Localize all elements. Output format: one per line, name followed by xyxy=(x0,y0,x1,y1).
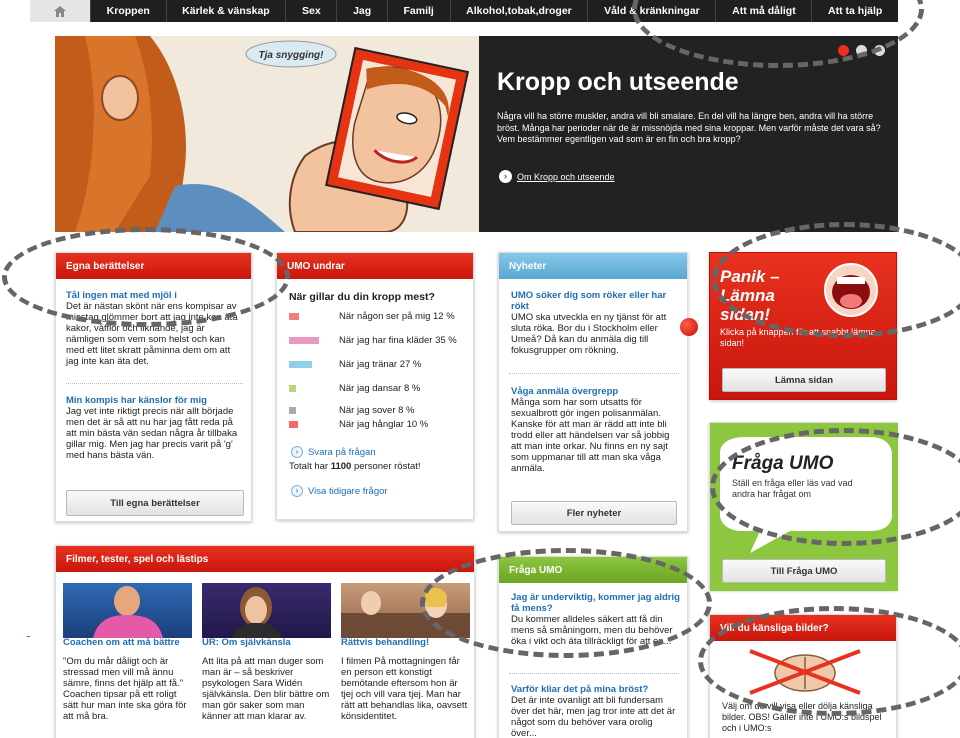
hero-title: Kropp och utseende xyxy=(497,68,739,96)
hero-banner xyxy=(55,36,898,232)
stories-header: Egna berättelser xyxy=(56,253,251,279)
hero-illustration xyxy=(55,36,479,232)
mirror-illustration xyxy=(55,36,479,232)
leave-site-button[interactable]: Lämna sidan xyxy=(722,368,886,392)
poll-bar xyxy=(289,385,296,392)
screaming-mouth-icon xyxy=(822,261,880,319)
red-mark xyxy=(27,636,30,637)
nav-item-kroppen[interactable]: Kroppen xyxy=(90,0,166,22)
main-navigation xyxy=(30,0,898,22)
home-icon xyxy=(54,6,66,17)
carousel-dot-1[interactable] xyxy=(838,45,849,56)
news-text: Många som har som utsatts för sexualbrott gör ingen polisanmälan. Kanske för att man är rädd att inte bli trodd eller att händelsen var så jobbig att man inte orkar. Nu finns en ny sajt som uppmanar till att man ska våga anmäla. xyxy=(511,397,670,474)
news-header: Nyheter xyxy=(499,253,687,279)
poll-question: När gillar du din kropp mest? xyxy=(289,291,435,303)
poll-option-text: När jag dansar 8 % xyxy=(339,383,421,394)
media-title[interactable]: UR: Om självkänsla xyxy=(202,637,291,648)
divider xyxy=(509,673,679,674)
poll-total xyxy=(289,461,421,472)
news-text: UMO ska utveckla en ny tjänst för att sluta röka. Bor du i Stockholm eller Umeå? Då kan du anmäla dig till fokusgrupper om rökning. xyxy=(511,312,667,356)
arrow-right-icon: › xyxy=(499,170,512,183)
hero-link[interactable] xyxy=(499,170,615,183)
poll-panel xyxy=(276,252,474,520)
censored-image-icon xyxy=(730,647,880,695)
story-title[interactable]: Tål ingen mat med mjöl i xyxy=(66,290,177,301)
media-text: "Om du mår dåligt och är stressad men vill må ännu sämre, finns det hjälp att få." Coachen tipsar på ett roligt sätt hur man inte ska göra för att må bra. xyxy=(63,656,187,722)
hero-description: Några vill ha större muskler, andra vill bli smalare. En del vill ha längre ben, andra vill ha större bröst. Många har perioder när de är missnöjda med sina kroppar. Men varför måste det vara så? Vem bestämmer egentligen vad som är en fin och bra kropp? xyxy=(497,111,881,144)
ask-umo-panel xyxy=(709,422,897,590)
media-text: Att lita på att man duger som man är – så beskriver psykologen Sara Widén självkänsla. Den blir bättre om man gör saker som man känner att man klarar av. xyxy=(202,656,330,722)
news-title[interactable]: UMO söker dig som röker eller har rökt xyxy=(511,290,667,312)
ask-umo-title: Fråga UMO xyxy=(732,453,834,474)
more-news-button[interactable]: Fler nyheter xyxy=(511,501,677,525)
poll-total-count: 1100 xyxy=(330,461,352,472)
nav-item-familj[interactable]: Familj xyxy=(387,0,450,22)
poll-option-text: När jag har fina kläder 35 % xyxy=(339,335,457,346)
panic-title: Panik – Lämna sidan! xyxy=(720,267,780,324)
media-header: Filmer, tester, spel och lästips xyxy=(56,546,474,572)
qa-text: Det är inte ovanligt att bli fundersam över det här, men jag tror inte att det är något som du behöver vara orolig över... xyxy=(511,695,676,738)
carousel-dot-2[interactable] xyxy=(856,45,867,56)
answer-poll-text[interactable]: Svara på frågan xyxy=(308,446,376,458)
qa-title[interactable]: Varför kliar det på mina bröst? xyxy=(511,684,649,695)
poll-option xyxy=(289,383,459,394)
story-text: Det är nästan skönt när ens kompisar av misstag glömmer bort att jag inte kan äta kakor, våfflor och liknande, jag är nämligen som vem som helst och kan med ett litet skratt påminna dem om att jag inte kan äta det. xyxy=(66,301,238,367)
poll-option xyxy=(289,335,459,346)
coach-thumbnail[interactable] xyxy=(63,583,192,638)
psychologist-image xyxy=(202,583,331,638)
red-bullet-icon xyxy=(680,318,698,336)
poll-bar xyxy=(289,421,298,428)
nav-item-ta-hjalp[interactable]: Att ta hjälp xyxy=(811,0,898,22)
nav-item-alkohol[interactable]: Alkohol,tobak,droger xyxy=(450,0,588,22)
arrow-right-icon: › xyxy=(291,446,303,458)
poll-bar xyxy=(289,361,312,368)
qa-title[interactable]: Jag är underviktig, kommer jag aldrig få mens? xyxy=(511,592,680,614)
carousel-dot-3[interactable] xyxy=(874,45,885,56)
ask-umo-button[interactable]: Till Fråga UMO xyxy=(722,559,886,583)
hero-link-text[interactable]: Om Kropp och utseende xyxy=(517,171,615,182)
home-button[interactable] xyxy=(30,0,90,22)
speech-bubble-text: Tja snygging! xyxy=(258,50,324,61)
poll-option-text: När jag hånglar 10 % xyxy=(339,419,429,430)
poll-option xyxy=(289,405,459,416)
stories-button[interactable]: Till egna berättelser xyxy=(66,490,244,516)
divider xyxy=(509,373,679,374)
poll-option xyxy=(289,311,459,322)
media-title[interactable]: Coachen om att må bättre xyxy=(63,637,180,648)
sensitive-images-panel xyxy=(709,614,897,738)
panic-text: Klicka på knappen för att snabbt lämna sidan! xyxy=(720,327,876,348)
poll-bar xyxy=(289,407,296,414)
hero-text-panel xyxy=(479,36,898,232)
panic-panel xyxy=(709,252,897,400)
media-title[interactable]: Rättvis behandling! xyxy=(341,637,430,648)
nav-item-jag[interactable]: Jag xyxy=(336,0,386,22)
media-text: I filmen På mottagningen får en person ett konstigt bemötande eftersom hon är tjej och vill vara tjej. Man har rätt att behandlas lika, oavsett könsidentitet. xyxy=(341,656,468,722)
ask-umo-text: Ställ en fråga eller läs vad vad andra har frågat om xyxy=(732,478,853,499)
story-title[interactable]: Min kompis har känslor för mig xyxy=(66,395,207,406)
poll-option-text: När jag tränar 27 % xyxy=(339,359,422,370)
previous-polls-link[interactable] xyxy=(291,485,388,497)
news-title[interactable]: Våga anmäla övergrepp xyxy=(511,386,619,397)
poll-option-text: När jag sover 8 % xyxy=(339,405,415,416)
news-panel xyxy=(498,252,688,532)
previous-polls-text[interactable]: Visa tidigare frågor xyxy=(308,485,388,497)
poll-bar xyxy=(289,337,319,344)
answer-poll-link[interactable] xyxy=(291,446,376,458)
arrow-right-icon: › xyxy=(291,485,303,497)
qa-panel xyxy=(498,556,688,738)
qa-header: Fråga UMO xyxy=(499,557,687,583)
sensitive-text: Välj om du vill visa eller dölja känsliga bilder. OBS! Gäller inte i UMO:s bildspel och i UMO:s xyxy=(722,701,882,733)
nav-item-karlek[interactable]: Kärlek & vänskap xyxy=(166,0,286,22)
coach-image xyxy=(63,583,192,638)
nav-item-sex[interactable]: Sex xyxy=(285,0,336,22)
poll-total-suffix: personer röstat! xyxy=(351,461,421,472)
poll-option xyxy=(289,359,459,370)
divider xyxy=(66,383,243,384)
poll-option xyxy=(289,419,459,430)
qa-text: Du kommer alldeles säkert att få din mens så småningom, men du behöver öka i vikt och äta tillräckligt för att en... xyxy=(511,614,673,647)
stories-panel xyxy=(55,252,252,522)
ur-thumbnail[interactable] xyxy=(202,583,331,638)
nav-item-vald[interactable]: Våld & kränkningar xyxy=(587,0,715,22)
story-text: Jag vet inte riktigt precis när allt började men det är så att nu har jag fått reda på att min bästa vän sedan några år tillbaka gillar mig. Men jag har precis varit på 'g' med hans bästa vän. xyxy=(66,406,238,461)
poll-option-text: När någon ser på mig 12 % xyxy=(339,311,455,322)
poll-header: UMO undrar xyxy=(277,253,473,279)
nav-item-ma-daligt[interactable]: Att må dåligt xyxy=(715,0,811,22)
fair-treatment-thumbnail[interactable] xyxy=(341,583,470,638)
sensitive-header: Vill du känsliga bilder? xyxy=(710,615,896,641)
poll-total-prefix: Totalt har xyxy=(289,461,331,472)
reception-image xyxy=(341,583,470,638)
poll-bar xyxy=(289,313,299,320)
